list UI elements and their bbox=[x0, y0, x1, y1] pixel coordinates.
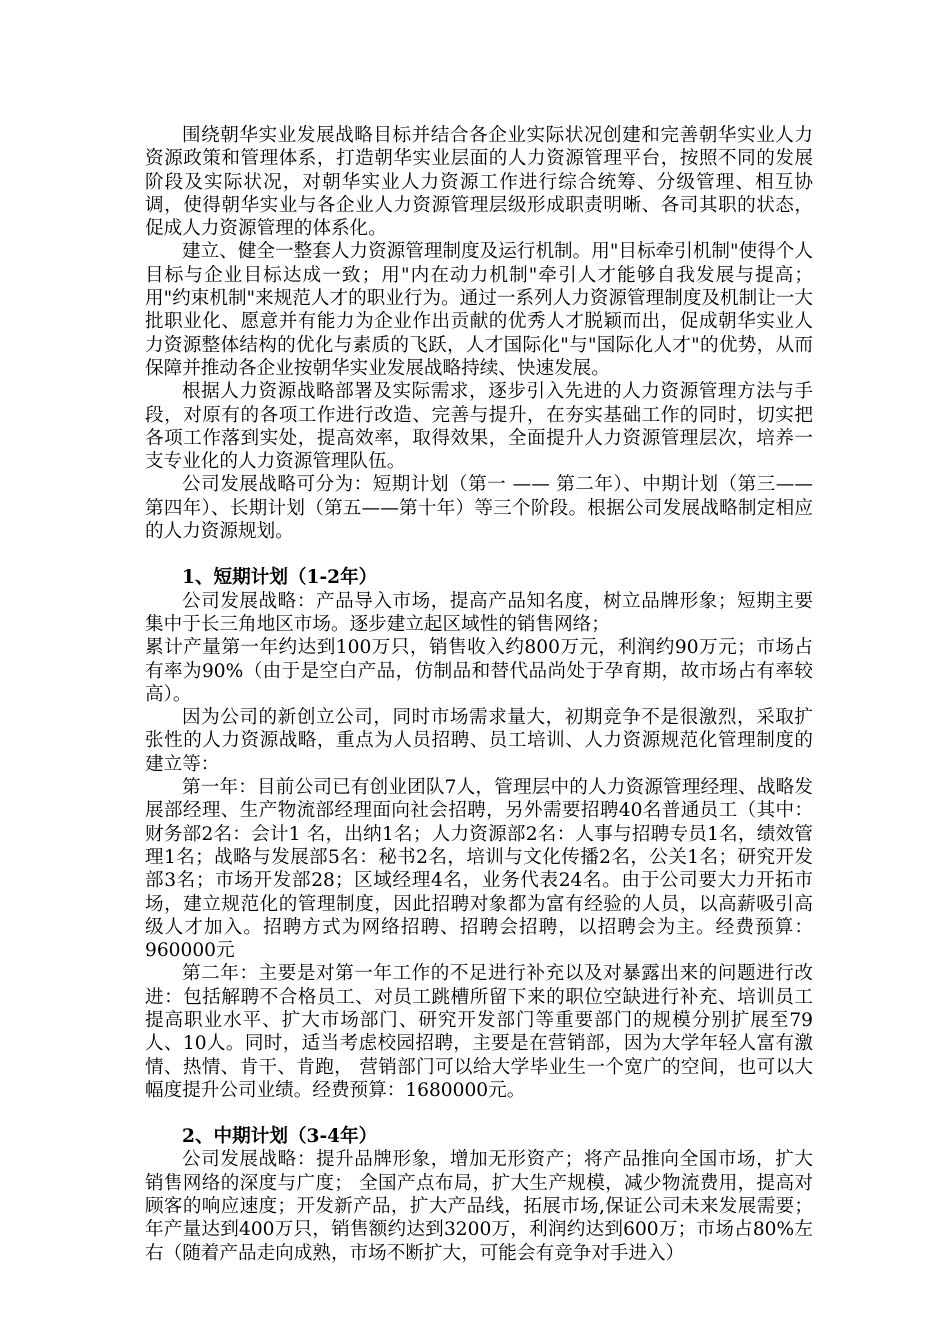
intro-paragraph-2: 建立、健全一整套人力资源管理制度及运行机制。用"目标牵引机制"使得个人目标与企业目标达成一致；用"内在动力机制"牵引人才能够自我发展与提高；用"约束机制"来规范人才的职业行为。通过一系列人力资源管理制度及机制让一大批职业化、愿意并有能力为企业作出贡献的优秀人才脱颖而出，促成朝华实业人力资源整体结构的优化与素质的飞跃，人才国际化"与"国际化人才"的优势，从而保障并推动各企业按朝华实业发展战略持续、快速发展。 bbox=[145, 241, 813, 379]
short-term-heading: 1、短期计划（1-2年） bbox=[182, 567, 378, 589]
short-term-paragraph-1: 公司发展战略：产品导入市场，提高产品知名度，树立品牌形象；短期主要集中于长三角地区市场。逐步建立起区域性的销售网络； bbox=[145, 590, 813, 635]
intro-paragraph-3: 根据人力资源战略部署及实际需求，逐步引入先进的人力资源管理方法与手段，对原有的各项工作进行改造、完善与提升，在夯实基础工作的同时，切实把各项工作落到实处，提高效率，取得效果，全面提升人力资源管理层次，培养一支专业化的人力资源管理队伍。 bbox=[145, 381, 813, 473]
intro-paragraph-4: 公司发展战略可分为：短期计划（第一 —— 第二年）、中期计划（第三—— 第四年）、长期计划（第五——第十年）等三个阶段。根据公司发展战略制定相应的人力资源规划。 bbox=[145, 474, 819, 543]
intro-paragraph-1: 围绕朝华实业发展战略目标并结合各企业实际状况创建和完善朝华实业人力资源政策和管理体系，打造朝华实业层面的人力资源管理平台，按照不同的发展阶段及实际状况，对朝华实业人力资源工作进行综合统筹、分级管理、相互协调，使得朝华实业与各企业人力资源管理层级形成职责明晰、各司其职的状态，促成人力资源管理的体系化。 bbox=[145, 125, 813, 240]
mid-term-paragraph-1: 公司发展战略：提升品牌形象，增加无形资产；将产品推向全国市场，扩大销售网络的深度与广度； 全国产点布局，扩大生产规模，减少物流费用，提高对顾客的响应速度；开发新产品，扩大产品线，拓展市场,保证公司未来发展需要；年产量达到400万只，销售额约达到3200万，利润约达到600万；市场占80%左右（随着产品走向成熟，市场不断扩大，可能会有竞争对手进入） bbox=[145, 1149, 813, 1264]
document-page bbox=[145, 124, 819, 1265]
short-term-paragraph-4: 第一年：目前公司已有创业团队7人，管理层中的人力资源管理经理、战略发展部经理、生产物流部经理面向社会招聘，另外需要招聘40名普通员工（其中：财务部2名：会计1 名，出纳1名；人力资源部2名：人事与招聘专员1名，绩效管理1名；战略与发展部5名：秘书2名，培训与文化传播2名，公关1名；研究开发部3名；市场开发部28；区域经理4名，业务代表24名。由于公司要大力开拓市场，建立规范化的管理制度，因此招聘对象都为富有经验的人员，以高薪吸引高级人才加入。招聘方式为网络招聘、招聘会招聘，以招聘会为主。经费预算：960000元 bbox=[145, 777, 813, 962]
short-term-paragraph-3: 因为公司的新创立公司，同时市场需求量大，初期竞争不是很激烈，采取扩张性的人力资源战略，重点为人员招聘、员工培训、人力资源规范化管理制度的建立等： bbox=[145, 707, 813, 775]
mid-term-heading: 2、中期计划（3-4年） bbox=[182, 1126, 378, 1148]
short-term-paragraph-2: 累计产量第一年约达到100万只，销售收入约800万元，利润约90万元；市场占有率为90%（由于是空白产品，仿制品和替代品尚处于孕育期，故市场占有率较高）。 bbox=[145, 637, 813, 705]
short-term-paragraph-5: 第二年：主要是对第一年工作的不足进行补充以及对暴露出来的问题进行改进：包括解聘不合格员工、对员工跳槽所留下来的职位空缺进行补充、培训员工提高职业水平、扩大市场部门、研究开发部门等重要部门的规模分别扩展至79人、10人。同时，适当考虑校园招聘，主要是在营销部，因为大学年轻人富有激情、热情、肯干、肯跑， 营销部门可以给大学毕业生一个宽广的空间，也可以大幅度提升公司业绩。经费预算：1680000元。 bbox=[145, 963, 813, 1101]
